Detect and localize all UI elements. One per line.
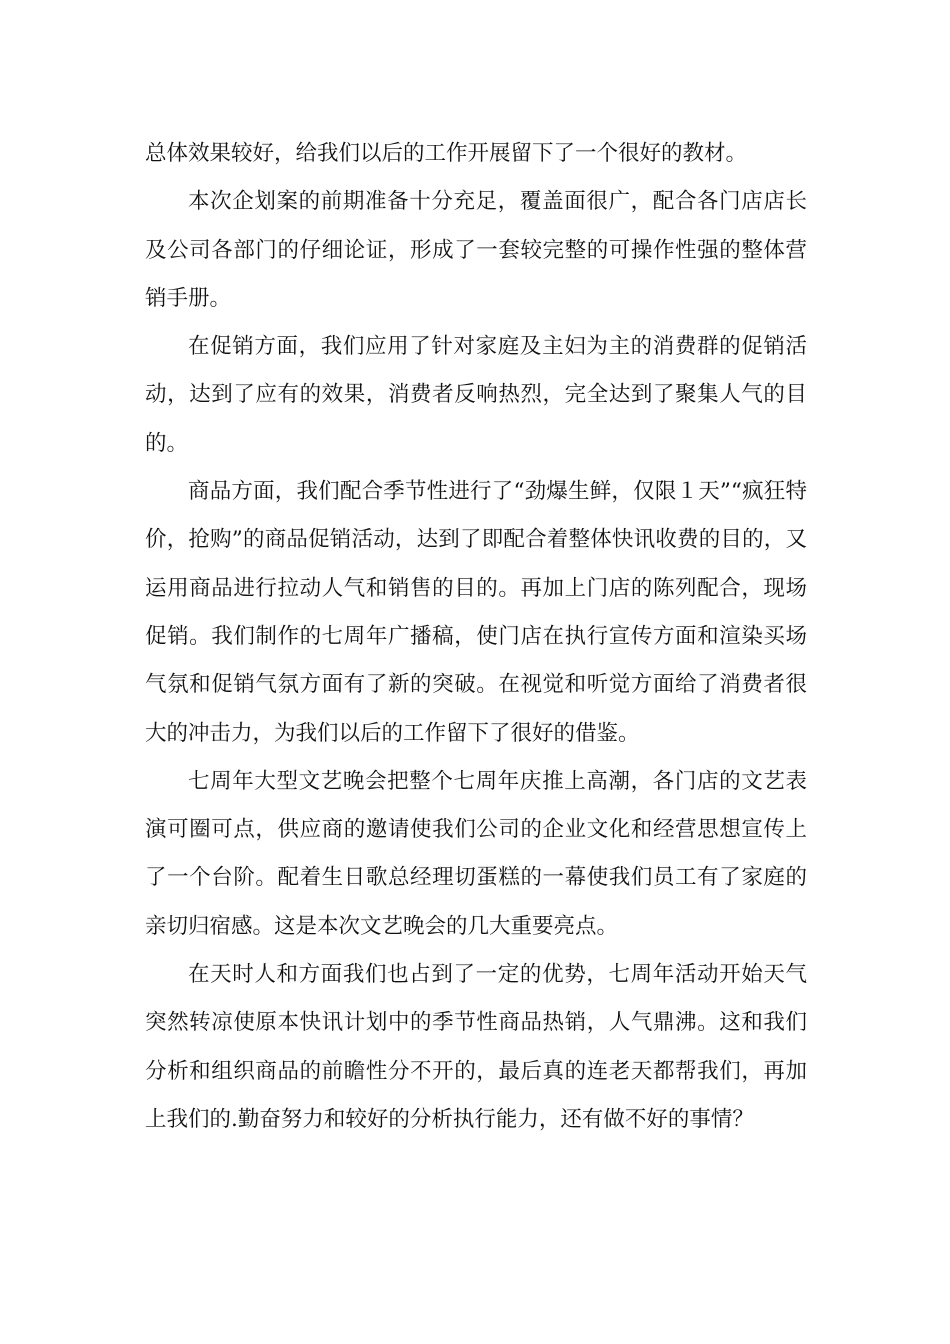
paragraph-gala: 七周年大型文艺晚会把整个七周年庆推上高潮，各门店的文艺表演可圈可点，供应商的邀请使我们公司的企业文化和经营思想宣传上了一个台阶。配着生日歌总经理切蛋糕的一幕使我们员工有了家庭的亲切归宿感。这是本次文艺晚会的几大重要亮点。 bbox=[145, 768, 807, 939]
paragraph-timing: 在天时人和方面我们也占到了一定的优势，七周年活动开始天气突然转凉使原本快讯计划中的季节性商品热销，人气鼎沸。这和我们分析和组织商品的前瞻性分不开的，最后真的连老天都帮我们，再加上我们的.勤奋努力和较好的分析执行能力，还有做不好的事情？ bbox=[145, 962, 807, 1132]
paragraph-promotion: 在促销方面，我们应用了针对家庭及主妇为主的消费群的促销活动，达到了应有的效果，消费者反响热烈，完全达到了聚集人气的目的。 bbox=[145, 334, 807, 456]
paragraph-planning: 本次企划案的前期准备十分充足，覆盖面很广，配合各门店店长及公司各部门的仔细论证，形成了一套较完整的可操作性强的整体营销手册。 bbox=[145, 189, 807, 311]
document-body bbox=[145, 130, 807, 1144]
paragraph-merchandise: 商品方面，我们配合季节性进行了“劲爆生鲜，仅限１天”“疯狂特价，抢购”的商品促销活动，达到了即配合着整体快讯收费的目的，又运用商品进行拉动人气和销售的目的。再加上门店的陈列配合，现场促销。我们制作的七周年广播稿，使门店在执行宣传方面和渲染买场气氛和促销气氛方面有了新的突破。在视觉和听觉方面给了消费者很大的冲击力，为我们以后的工作留下了很好的借鉴。 bbox=[145, 479, 807, 746]
paragraph-continued: 总体效果较好，给我们以后的工作开展留下了一个很好的教材。 bbox=[145, 141, 748, 166]
